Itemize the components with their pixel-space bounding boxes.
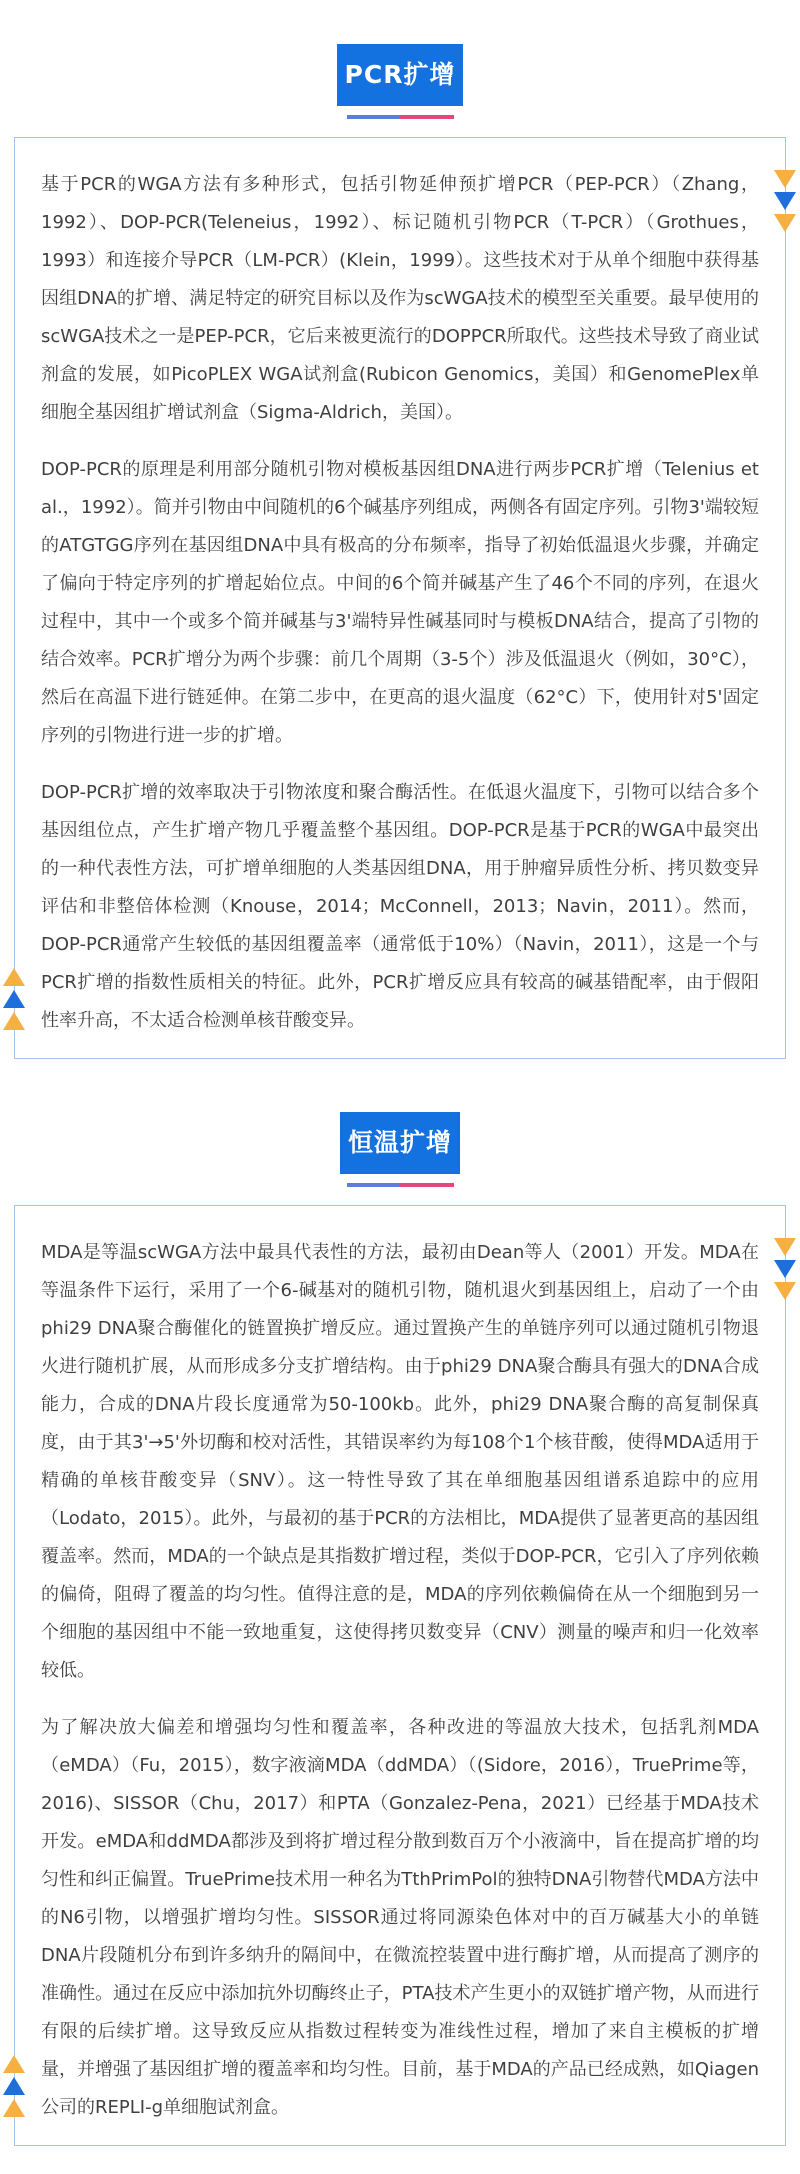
triangle-up-icon: [3, 2055, 25, 2073]
paragraph: MDA是等温scWGA方法中最具代表性的方法，最初由Dean等人（2001）开发。MDA在等温条件下运行，采用了一个6-碱基对的随机引物，随机退火到基因组上，启动了一个由phi29 DNA聚合酶催化的链置换扩增反应。通过置换产生的单链序列可以通过随机引物退火进行随机扩展，从而形成多分支扩增结构。由于phi29 DNA聚合酶具有强大的DNA合成能力，合成的DNA片段长度通常为50-100kb。此外，phi29 DNA聚合酶的高复制保真度，由于其3'→5'外切酶和校对活性，其错误率约为每108个1个核苷酸，使得MDA适用于精确的单核苷酸变异（SNV）。这一特性导致了其在单细胞基因组谱系追踪中的应用（Lodato，2015）。此外，与最初的基于PCR的方法相比，MDA提供了显著更高的基因组覆盖率。然而，MDA的一个缺点是其指数扩增过程，类似于DOP-PCR，它引入了序列依赖的偏倚，阻碍了覆盖的均匀性。值得注意的是，MDA的序列依赖偏倚在从一个细胞到另一个细胞的基因组中不能一致地重复，这使得拷贝数变异（CNV）测量的噪声和归一化效率较低。: [41, 1242, 759, 1681]
section-isothermal-amplification: [0, 1059, 800, 2146]
underline-pink-segment: [400, 1183, 454, 1187]
up-arrows-decoration: [3, 2053, 25, 2119]
down-arrows-decoration: [774, 1236, 796, 1302]
underline-blue-segment: [347, 115, 401, 119]
underline-pink-segment: [400, 115, 454, 119]
triangle-down-icon: [774, 170, 796, 188]
underline-blue-segment: [347, 1183, 401, 1187]
section-header: [0, 0, 800, 119]
triangle-up-icon: [3, 990, 25, 1008]
paragraph: 为了解决放大偏差和增强均匀性和覆盖率，各种改进的等温放大技术，包括乳剂MDA（eMDA）（Fu，2015），数字液滴MDA（ddMDA）（(Sidore，2016），TruePrime等，2016)、SISSOR（Chu，2017）和PTA（Gonzalez-Pena，2021）已经基于MDA技术开发。eMDA和ddMDA都涉及到将扩增过程分散到数百万个小液滴中，旨在提高扩增的均匀性和纠正偏置。TruePrime技术用一种名为TthPrimPol的独特DNA引物替代MDA方法中的N6引物，以增强扩增均匀性。SISSOR通过将同源染色体对中的百万碱基大小的单链DNA片段随机分布到许多纳升的隔间中，在微流控装置中进行酶扩增，从而提高了测序的准确性。通过在反应中添加抗外切酶终止子，PTA技术产生更小的双链扩增产物，从而进行有限的后续扩增。这导致反应从指数过程转变为准线性过程，增加了来自主模板的扩增量，并增强了基因组扩增的覆盖率和均匀性。目前，基于MDA的产品已经成熟，如Qiagen公司的REPLI-g单细胞试剂盒。: [41, 1717, 759, 2118]
badge-underline-decoration: [347, 1183, 454, 1187]
badge-underline-decoration: [347, 115, 454, 119]
triangle-down-icon: [774, 192, 796, 210]
down-arrows-decoration: [774, 168, 796, 234]
section-title-badge: 恒温扩增: [340, 1112, 460, 1174]
content-box: [14, 1205, 786, 2146]
triangle-down-icon: [774, 1282, 796, 1300]
triangle-down-icon: [774, 1260, 796, 1278]
paragraph: DOP-PCR的原理是利用部分随机引物对模板基因组DNA进行两步PCR扩增（Telenius et al.，1992）。简并引物由中间随机的6个碱基序列组成，两侧各有固定序列。引物3'端较短的ATGTGG序列在基因组DNA中具有极高的分布频率，指导了初始低温退火步骤，并确定了偏向于特定序列的扩增起始位点。中间的6个简并碱基产生了46个不同的序列，在退火过程中，其中一个或多个简并碱基与3'端特异性碱基同时与模板DNA结合，提高了引物的结合效率。PCR扩增分为两个步骤：前几个周期（3-5个）涉及低温退火（例如，30°C），然后在高温下进行链延伸。在第二步中，在更高的退火温度（62°C）下，使用针对5'固定序列的引物进行进一步的扩增。: [41, 459, 759, 746]
up-arrows-decoration: [3, 966, 25, 1032]
paragraph: 基于PCR的WGA方法有多种形式，包括引物延伸预扩增PCR（PEP-PCR）（Zhang，1992）、DOP-PCR(Teleneius，1992）、标记随机引物PCR（T-PCR）（Grothues，1993）和连接介导PCR（LM-PCR）(Klein，1999）。这些技术对于从单个细胞中获得基因组DNA的扩增、满足特定的研究目标以及作为scWGA技术的模型至关重要。最早使用的scWGA技术之一是PEP-PCR，它后来被更流行的DOPPCR所取代。这些技术导致了商业试剂盒的发展，如PicoPLEX WGA试剂盒(Rubicon Genomics，美国）和GenomePlex单细胞全基因组扩增试剂盒（Sigma-Aldrich，美国）。: [41, 174, 759, 423]
triangle-up-icon: [3, 968, 25, 986]
section-pcr-amplification: [0, 0, 800, 1059]
content-box: [14, 137, 786, 1059]
triangle-up-icon: [3, 2077, 25, 2095]
triangle-down-icon: [774, 1238, 796, 1256]
triangle-up-icon: [3, 1012, 25, 1030]
section-header: [0, 1059, 800, 1187]
paragraph: DOP-PCR扩增的效率取决于引物浓度和聚合酶活性。在低退火温度下，引物可以结合多个基因组位点，产生扩增产物几乎覆盖整个基因组。DOP-PCR是基于PCR的WGA中最突出的一种代表性方法，可扩增单细胞的人类基因组DNA，用于肿瘤异质性分析、拷贝数变异评估和非整倍体检测（Knouse，2014；McConnell，2013；Navin，2011）。然而，DOP-PCR通常产生较低的基因组覆盖率（通常低于10%）（Navin，2011），这是一个与PCR扩增的指数性质相关的特征。此外，PCR扩增反应具有较高的碱基错配率，由于假阳性率升高，不太适合检测单核苷酸变异。: [41, 782, 759, 1031]
triangle-up-icon: [3, 2099, 25, 2117]
triangle-down-icon: [774, 214, 796, 232]
section-title-badge: PCR扩增: [337, 44, 464, 106]
